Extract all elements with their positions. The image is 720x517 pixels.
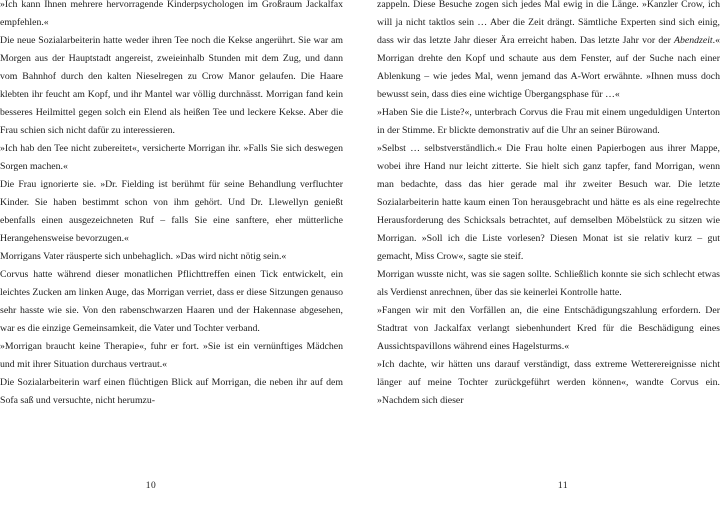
paragraph: Morrigan wusste nicht, was sie sagen sollte. Schließlich konnte sie sich schlecht etwas als Verdienst anrechnen, über das sie keinerlei Kontrolle hatte. (377, 269, 720, 298)
italic-title: Abendzeit (674, 35, 713, 46)
paragraph: Die neue Sozialarbeiterin hatte weder ihren Tee noch die Kekse angerührt. Sie war am Morgen aus der Hauptstadt angereist, zweieinhalb Stunden mit dem Zug, und dann vom Bahnhof durch den kalten Nieselregen zu Crow Manor gelaufen. Die Haare klebten ihr feucht am Kopf, und ihr Mantel war völlig durchnässt. Morrigan fand kein besseres Heilmittel gegen solch ein Elend als heißen Tee und leckere Kekse. Aber die Frau schien sich nicht dafür zu interessieren. (0, 35, 343, 136)
paragraph: Morrigans Vater räusperte sich unbehaglich. »Das wird nicht nötig sein.« (0, 251, 287, 262)
paragraph: »Ich kann Ihnen mehrere hervorragende Kinderpsychologen im Großraum Jackalfax empfehlen.« (0, 0, 343, 28)
paragraph-text: .« Morrigan drehte den Kopf und schaute aus dem Fenster, auf der Suche nach einer Ablenkung – wie jedes Mal, wenn jemand das A-Wort erwähnte. »Ihnen muss doch bewusst sein, dass dies eine wichtige Übergangsphase für …« (377, 35, 720, 100)
page-number: 11 (557, 481, 569, 491)
left-page-text (0, 0, 343, 410)
paragraph: »Ich hab den Tee nicht zubereitet«, versicherte Morrigan ihr. »Falls Sie sich deswegen Sorgen machen.« (0, 143, 343, 172)
paragraph: »Haben Sie die Liste?«, unterbrach Corvus die Frau mit einem ungeduldigen Unterton in der Stimme. Er blickte demonstrativ auf die Uhr an seiner Bürowand. (377, 107, 720, 136)
paragraph (377, 0, 720, 104)
paragraph: Die Sozialarbeiterin warf einen flüchtigen Blick auf Morrigan, die neben ihr auf dem Sofa saß und versuchte, nicht herumzu- (0, 377, 343, 406)
left-page (0, 0, 343, 517)
right-page (377, 0, 720, 517)
paragraph-text: zappeln. Diese Besuche zogen sich jedes Mal ewig in die Länge. »Kanzler Crow, ich will ja nicht taktlos sein … Aber die Zeit drängt. Sämtliche Experten sind sich einig, dass wir das letzte Jahr dieser Ära erreicht haben. Das letzte Jahr vor der (377, 0, 720, 46)
paragraph: Die Frau ignorierte sie. »Dr. Fielding ist berühmt für seine Behandlung verfluchter Kinder. Sie haben bestimmt schon von ihm gehört. Und Dr. Llewellyn genießt ebenfalls einen ausgezeichneten Ruf – falls Sie eine sanftere, eher mütterliche Herangehensweise bevorzugen.« (0, 179, 343, 244)
paragraph: »Fangen wir mit den Vorfällen an, die eine Entschädigungszahlung erfordern. Der Stadtrat von Jackalfax verlangt siebenhundert Kred für die Beschädigung eines Aussichtspavillons während eines Hagelsturms.« (377, 305, 720, 352)
paragraph: »Ich dachte, wir hätten uns darauf verständigt, dass extreme Wetterereignisse nicht länger auf meine Tochter zurückgeführt werden können«, wandte Corvus ein. »Nachdem sich dieser (377, 359, 720, 406)
paragraph: »Selbst … selbstverständlich.« Die Frau holte einen Papierbogen aus ihrer Mappe, wobei ihre Hand nur leicht zitterte. Sie hielt sich ganz tapfer, fand Morrigan, wenn man bedachte, dass das hier gerade mal ihr zweiter Besuch war. Die letzte Sozialarbeiterin hatte kaum einen Ton herausgebracht und hätte es als eine regelrechte Herausforderung des Schicksals betrachtet, auf demselben Möbelstück zu sitzen wie Morrigan. »Soll ich die Liste vorlesen? Diesen Monat ist sie relativ kurz – gut gemacht, Miss Crow«, sagte sie steif. (377, 143, 720, 262)
right-page-text (377, 0, 720, 410)
paragraph: »Morrigan braucht keine Therapie«, fuhr er fort. »Sie ist ein vernünftiges Mädchen und mit ihrer Situation durchaus vertraut.« (0, 341, 343, 370)
page-number: 10 (145, 481, 157, 491)
paragraph: Corvus hatte während dieser monatlichen Pflichttreffen einen Tick entwickelt, ein leichtes Zucken am linken Auge, das Morrigan verriet, dass er diese Sitzungen genauso sehr hasste wie sie. Von den rabenschwarzen Haaren und der Hakennase abgesehen, war es die einzige Gemeinsamkeit, die Vater und Tochter verband. (0, 269, 343, 334)
